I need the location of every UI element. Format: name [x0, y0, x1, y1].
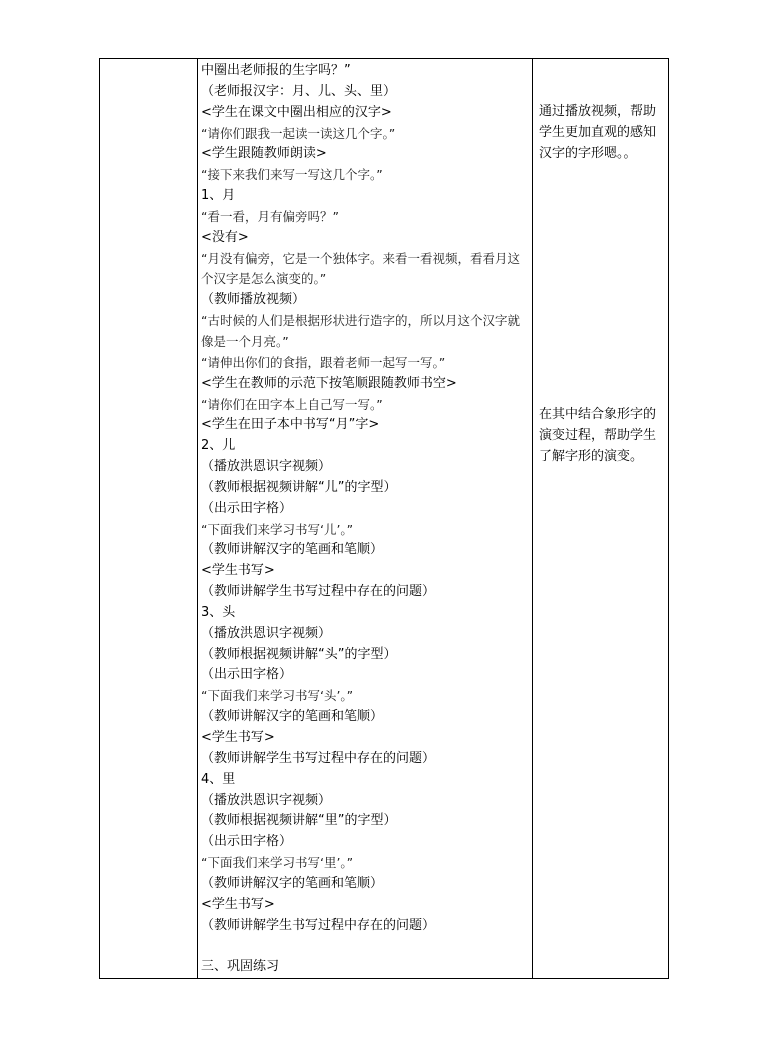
process-line: “请你们在田字本上自己写一写。” [201, 396, 383, 412]
process-line: （教师讲解学生书写过程中存在的问题） [201, 917, 436, 933]
process-line: （教师讲解学生书写过程中存在的问题） [201, 584, 436, 600]
process-line: （出示田字格） [201, 500, 293, 516]
process-line: <学生书写> [201, 730, 275, 745]
process-line: <学生书写> [201, 896, 275, 912]
process-line: （教师根据视频讲解“儿”的字型） [201, 479, 397, 495]
process-line: <学生在教师的示范下按笔顺跟随教师书空> [201, 375, 457, 391]
process-line: （播放洪恩识字视频） [201, 792, 332, 808]
teaching-process-content [198, 59, 532, 978]
process-line: 4、里 [201, 771, 236, 787]
process-line: <学生跟随教师朗读> [201, 146, 327, 162]
process-line: （教师根据视频讲解“头”的字型） [201, 646, 397, 662]
process-line: （教师讲解汉字的笔画和笔顺） [201, 875, 384, 891]
design-note: 在其中结合象形字的演变过程，帮助学生了解字形的演变。 [539, 407, 657, 464]
process-line: “接下来我们来写一写这几个字。” [201, 167, 383, 183]
blank-line [201, 936, 530, 957]
process-line: （老师报汉字：月、儿、头、里） [201, 83, 397, 99]
process-line: （教师根据视频讲解“里”的字型） [201, 813, 397, 829]
process-line: 中圈出老师报的生字吗？” [201, 63, 351, 78]
table-row [100, 59, 669, 979]
process-line: “下面我们来学习书写‘头’。” [201, 688, 354, 704]
process-line: 2、儿 [201, 438, 236, 454]
process-line: “请你们跟我一起读一读这几个字。” [201, 125, 396, 141]
process-line: “看一看，月有偏旁吗？” [201, 208, 339, 224]
process-line: （播放洪恩识字视频） [201, 459, 332, 475]
process-line: （教师讲解汉字的笔画和笔顺） [201, 542, 384, 558]
process-line: <学生书写> [201, 563, 275, 579]
process-line: <没有> [201, 229, 249, 245]
process-line: <学生在课文中圈出相应的汉字> [201, 104, 392, 120]
design-intent-cell [533, 59, 669, 979]
process-line: （出示田字格） [201, 834, 293, 850]
process-line: （教师讲解学生书写过程中存在的问题） [201, 750, 436, 766]
teaching-process-cell [198, 59, 533, 979]
design-note: 通过播放视频，帮助学生更加直观的感知汉字的字形嗯。。 [539, 104, 657, 161]
process-line: “下面我们来学习书写‘儿’。” [201, 521, 354, 537]
left-empty-cell [100, 59, 198, 979]
process-line: （教师播放视频） [201, 292, 306, 308]
process-line: “月没有偏旁，它是一个独体字。来看一看视频，看看月这个汉字是怎么演变的。” [201, 250, 520, 287]
process-line: （出示田字格） [201, 667, 293, 683]
process-line: 三、巩固练习 [201, 959, 280, 975]
process-line: “古时候的人们是根据形状进行造字的，所以月这个汉字就像是一个月亮。” [201, 313, 520, 349]
process-line: 1、月 [201, 188, 236, 204]
process-line: （教师讲解汉字的笔画和笔顺） [201, 709, 384, 725]
process-line: “下面我们来学习书写‘里’。” [201, 855, 354, 871]
process-line: （播放洪恩识字视频） [201, 625, 332, 641]
design-intent-notes [533, 101, 668, 467]
process-line: “请伸出你们的食指，跟着老师一起写一写。” [201, 354, 446, 370]
lesson-plan-table [99, 58, 669, 979]
process-line: 3、头 [201, 604, 236, 620]
process-line: <学生在田子本中书写“月”字> [201, 417, 380, 433]
